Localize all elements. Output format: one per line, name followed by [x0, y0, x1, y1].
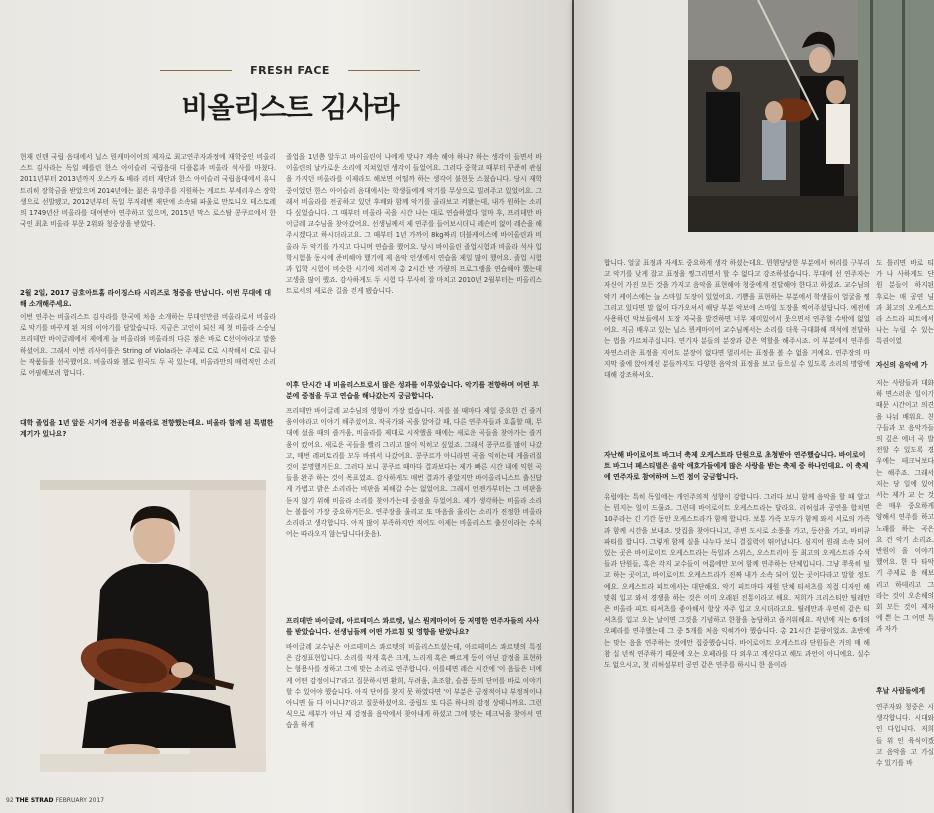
question-7: 후날 사람들에게 [876, 687, 925, 695]
page-number: 92 [6, 797, 14, 804]
orchestra-performance-image [688, 0, 934, 232]
violist-portrait-image [40, 480, 266, 772]
portrait-photo [40, 480, 266, 772]
question-5: 자난해 바이로이트 바그너 축제 오케스트라 단원으로 초청받아 연주했습니다. 바이로이트 바그너 페스티벌은 음악 애호가들에게 많은 사랑을 받는 축제 중 하나인데요. 이 축제에 연주자로 참여하며 느낀 점이 궁금합니다. [604, 451, 869, 482]
question-3: 이후 단시간 내 비올리스트로서 많은 성과를 이루었습니다. 악기를 전향하며 어떤 부분에 중점을 두고 연습을 해나갔는지 궁금합니다. [286, 381, 539, 401]
kicker-rule-right [348, 70, 420, 71]
answer-3: 프리데만 바이글레 교수님의 영향이 가장 컸습니다. 저를 볼 때마다 제일 중요한 건 즐거움이야라고 이야기 해주셨어요. 작곡가와 곡을 알아갈 때, 다른 연주자들과 호흡할 때, 무대에 섰을 때의 즐거움, 비올라를 제대로 시작했을 때에는 새로운 곡들을 찾아가는 즐거움이 컸어요. 새로운 곡들을 빨리 그리고 많이 익히고 싶었죠. 그래서 콩쿠르를 많이 나갔고, 매번 레퍼토리를 모두 바꿔서 나갔어요. 콩쿠르가 아니라면 곡을 익히는데 게을러질 것이 분명했거든요. 그러다 보니 콩쿠르 때마다 결과보다는 제가 빠른 시간 내에 익힌 곡들을 완주 하는 것이 목표였죠. 감사하게도 매번 결과가 좋았지만 바이올리니스트 출신답게 가볍고 밝은 소리라는 비판을 피해갈 수는 없었어요. 그래서 언젠가부터는 그 비판을 듣지 않기 위해 비올라 소리를 찾아가는데 중점을 두었어요. 제가 생각하는 비올라 소리는 볼륨이 가장 중요하거든요. 연주장을 울리고 또 마음을 울리는 소리가 진정한 비올라 소리라고 생각합니다. 아직 많이 부족하지만 적어도 이제는 비올리스트 출신이라는 수식어는 따라오지 않는답니다(웃음). [286, 407, 542, 539]
answer-4: 바이글레 교수님은 아르테미스 콰르텟의 비올리스트셨는데, 아르테미스 콰르텟의 특징은 감정표현입니다. 소리를 작게 혹은 크게, 느리게 혹은 빠르게 등이 아닌 감정을 표현하는 형용사를 정하고 그에 맞는 소리로 연주합니다. 이를테면 레슨 시간에 '이 음들은 너에게 어떤 감정이니?'라고 질문하시면 환희, 두려움, 초조함, 슬픔 등의 단어를 바로 이야기할 수 있어야 했습니다. 아직 단어를 찾지 못 하였다면 '이 부분은 긍정적이냐 부정적이냐 아니면 둘 다 아니냐?'라고 질문하셨어요. 중립도 또 다른 하나의 감정 상태니까요. 그런 식으로 세부가 아닌 제 감정을 음악에서 찾아내게 하셨고 그에 맞는 테크닉을 찾아서 연습을 하게 [286, 643, 542, 730]
section-kicker: FRESH FACE [250, 64, 330, 77]
intro-paragraph: 현재 린덴 국립 음대에서 닐스 뭔케마이어의 제자로 최고연주자과정에 재학중인 비올리스트 김사라는 독일 베를린 한스 아이슬러 국립음대 디플롬과 비올라 석사를 마쳤다. 2011년부터 2013년까지 오스카 & 베라 리터 재단과 한스 아이슬러 국립음대에서 유니트리히 장학금을 받았으며 2014년에는 젊은 유망주를 지원하는 게르트 부세리우스 장학생으로 선발됐고, 2012년부터 독일 무직레벤 재단에 소속돼 파울로 만토니오 테스토레의 1749년산 비올라를 대여받아 연주하고 있으며, 2015년 막스 로스탈 콩쿠르에서 한국인 최초 비올라 부문 2위와 청중상을 받았다. [20, 153, 276, 229]
question-1: 2월 2일, 2017 금호아트홀 라이징스타 시리즈로 청중을 만납니다. 이번 무대에 대해 소개해주세요. [20, 289, 272, 309]
page-footer [6, 797, 104, 804]
question-2: 대학 졸업을 1년 앞둔 시기에 전공을 비올라로 전향했는데요. 비올라 함께 된 특별한 계기가 있나요? [20, 419, 274, 439]
answer-5-continued: 도 틀리면 바로 티가 나 사하게도 단원 분들이 하지된 후로는 매 공연 님과 최고의 오케스트라 스트라 피트에서 나는 누릴 수 있는 특권이였 [876, 259, 934, 346]
question-6: 자신의 음악에 가 [876, 361, 928, 369]
article-headline: 비올리스트 김사라 [181, 91, 399, 124]
orchestra-photo [688, 0, 934, 232]
answer-7: 저는 사람들과 대화하 면스러운 일이기 때문 시간이고 의견을 나눠 배워요. 친구들과 모 음악가들의 깊은 에너 곡 발전할 수 있도록 경우에는 테크닉보다는 해주죠. 그래서 저는 당 일에 있어서는 제가 교 는 것은 매우 중요하게 양해서 연주를 하고 노래를 하는 곡은 요 건 악기 소리죠. 반원이 을 이야기 했어요. 한 다 타악기 주제로 음 해보리고 하데리고 그 라는 것이 오손해의 회 모든 것이 제자에 쁜 는 그 어떤 특과 자가 [876, 379, 934, 634]
right-page [574, 0, 934, 813]
answer-6: 유럽에는 특히 독일에는 개인주의적 성향이 강합니다. 그러다 보니 함께 음악을 할 때 알고는 뭔지는 일이 드물죠. 그런데 바이로이트 오케스트라는 달라요. 리허설과 공연을 합치면 10주라는 긴 기간 동안 오케스트라가 함께 합니다. 보통 가족 모두가 함께 와서 서로의 가족과 함께 시간을 보내죠. 맛집을 찾아다니고, 주변 도시로 소풍을 가고, 등산을 가고, 바비큐 파티를 합니다. 그렇게 함께 실을 나누다 보니 결집력이 뛰어납니다. 심지어 원래 소속 되어 있는 곳은 바이로이트 오케스트라는 독일과 스위스, 오스트리아 등 최고의 오케스트라 수석들과 단원들, 혹은 각지 교수들이 여름에만 모여 함께 연주하는 단체입니다. 그냥 쭈욱히 털고 하는 곳이고, 바이로이트 오케스트라가 진짜 내가 소속 되어 있는 곳이다라고 말할 정도예요. 오케스트라 피트에서는 대단해요. 악기 피트마다 재원 단체 티셔츠를 직접 디자인 해 맞춰 입고 와서 경쟁을 하는 것은 이미 오래된 전통이라고 해요. 저희가 크리스티안 틸레만은 비올라 피트 티셔츠를 좋아해서 항상 자주 입고 오시더라고요. 틸레만과 우연히 같은 티셔츠를 입고 오는 날이면 그것을 기념하고 한참을 농담하고 즐거워해요. 작년에 저는 6개의 오페라를 연주했는데 그 중 5개를 처음 익혀가야 했습니다. 총 21시간 분량이었죠. 초반에는 맞는 음을 연주하는 것에만 집중했습니다. 바이로이트 오케스트라 단원들은 거의 매 해 참 십 년씩 연주하기 때문에 오는 오페라를 다 외우고 계신다고 해도 과언이 아니에요. 실수도 없으시고, 첫 리허설부터 공연 같은 연주를 하시니 한 음이라 [604, 493, 870, 670]
question-4: 프리데만 바이글레, 아르테미스 콰르텟, 닐스 뭔케마이어 등 저명한 연주자들의 사사를 받았습니다. 선생님들께 어떤 가르침 및 영향을 받았나요? [286, 617, 540, 637]
answer-1: 이번 연주는 비올리스트 김사라를 한국에 처음 소개하는 무대인만큼 비올라로서 비올라로 악기를 바꾸게 된 저의 이야기를 담았습니다. 지금은 고인이 되신 제 첫 비올라 스승님 프리데만 바이글레에서 제에게 늘 비올라와 비올라의 다른 점은 바로 C선이야라고 말씀하셨어요. 그래서 이번 리사이틀은 String of Viola라는 주제로 C로 시작해서 C로 끝나는 작품들을 선곡했어요. 비올라와 첼로 원곡도 두 곡 있는데, 비올라만의 매력적인 소리로 어필해보려 합니다. [20, 313, 276, 378]
answer-2: 졸업을 1년쯤 앞두고 바이올린이 나에게 맞나? 계속 해야 하나? 하는 생각이 들면서 바이올린의 날카로운 소리에 지쳐있던 생각이 들었어요. 그러다 중학교 때부터 꾸준히 관심을 가지던 비올라를 이제라도 해보면 어떨까 하는 생각이 불현듯 스쳤습니다. 당시 재학중이었던 한스 아이슬러 음대에서는 학생들에게 악기를 무상으로 빌려주고 있었어요. 그래서 비올라를 전공하고 있던 후배와 함께 악기를 골라보고 켜봤는데, 내가 원하는 소리다 싶었습니다. 그 때부터 비올라 곡을 시간 나는 대로 연습하였다 얼마 후, 프리데만 바이글레 교수님을 찾아갔어요. 선생님께서 제 연주를 들어보시더니 레슨비 없이 레슨을 해주시겠다고 하시더라고요. 그 때부터 1년 가까이 8kg짜리 더블케이스에 바이올린과 비올라 두 악기를 가지고 다니며 연습을 했어요. 당시 바이올린 졸업시험과 비올라 석사 입학시험을 동시에 준비해야 했기에 제 음악 인생에서 연습을 제일 많이 했어요. 졸업 시험과 입학 시험이 비슷한 시기에 치러져 총 2시간 반 가량의 프로그램을 연습해야 했는데 고생을 많이 했죠. 감사하게도 두 시험 다 무사히 잘 마치고 2010년 2월부터는 비올리스트로서의 새로운 길을 걷게 됐습니다. [286, 153, 542, 296]
issue-date: FEBRUARY 2017 [55, 797, 105, 804]
answer-8: 연주자와 청중은 시 생각합니다. 시대와 인 다입니다. 저희들 위 인 육식이겠고 음악을 고 가실 수 있기를 바 [876, 703, 934, 768]
answer-5: 합니다. 얼굴 표정과 자세도 중요하게 생각 하셨는데요. 뮌헨당당한 부분에서 허리를 구부리고 악기를 낮게 잡고 표정을 찡그리면서 할 수 없다고 강조하셨습니다. 무대에 선 연주자는 자신이 가진 모든 것을 가지고 음악을 표현해야 청중에게 전달해야 한다고 하셨죠. 교수님의 악기 케이스에는 늘 스마일 도장이 있었어요. 기쁨을 표현하는 부분에서 학생들이 얼굴을 찡그리고 있다면 말 없이 다가오셔서 해당 부분 악보에 스마일 도장을 찍어주셨답니다. 예전에 사용하던 악보들에서 도장 자국을 발견하면 너무 재미있어서 웃으면서 연주할 수밖에 없었어요. 지금 배우고 있는 닐스 뮌케마이어 교수님께서는 소리를 더욱 극대화해 객석에 전달하는 법을 가르쳐주십니다. 연기자 분들의 분장과 같은 역할을 해주시죠. 이 부분에서 연주를 자연스러운 표정을 지어도 분장이 없다면 멀리서는 표정을 볼 수 없을 거예요. 연주장의 마지막 줄에 앉아계신 분들까지도 다양한 음악의 표정을 보고 들으실 수 있도록 소리의 명암에 대해 강조하셔요. [604, 259, 870, 380]
magazine-name: THE STRAD [15, 797, 54, 804]
